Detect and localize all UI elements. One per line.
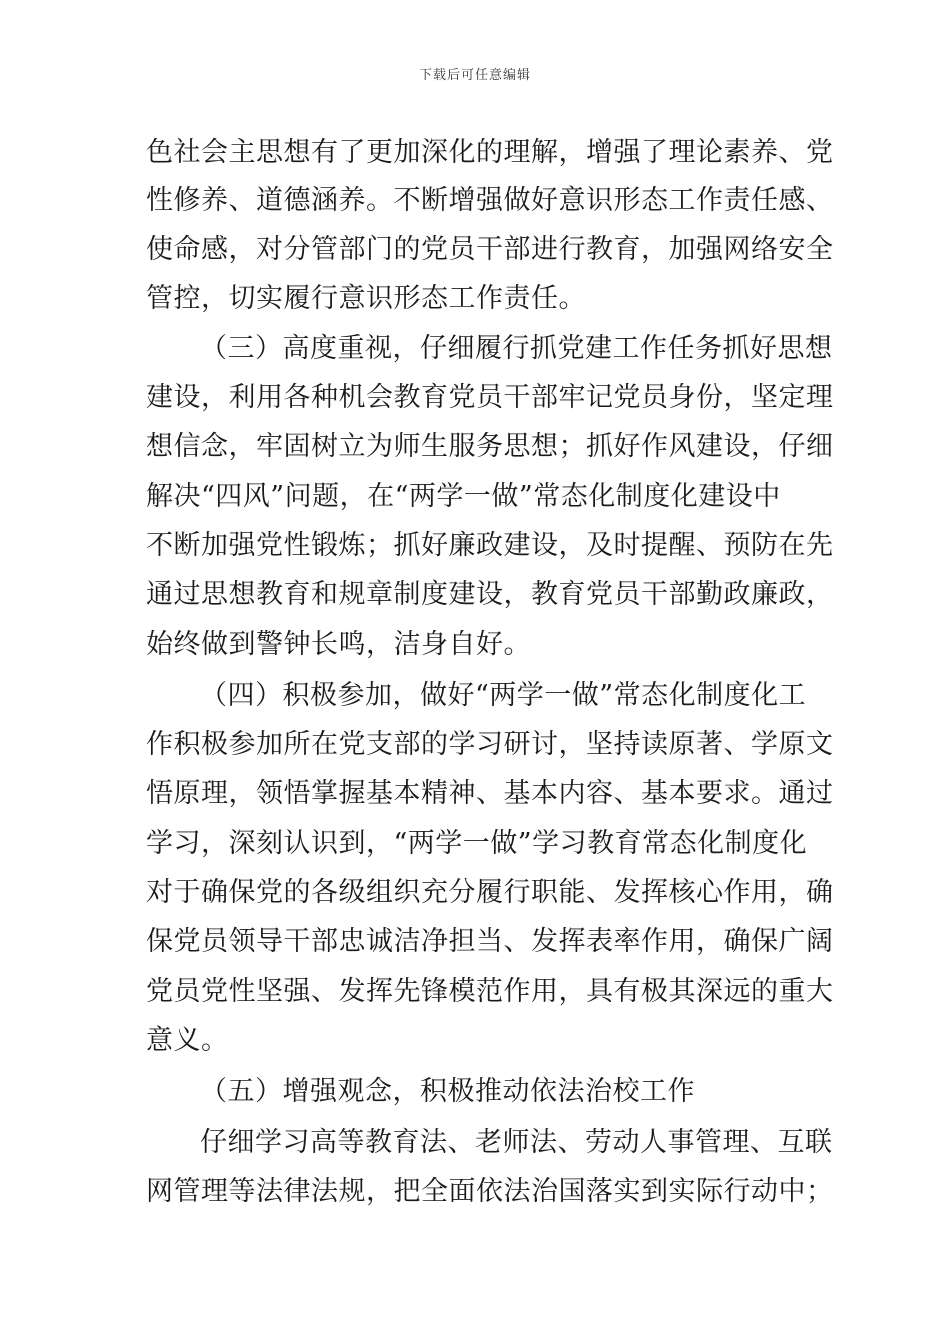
page-header: 下载后可任意编辑 [418,68,531,83]
paragraph-line: 性修养、道德涵养。不断增强做好意识形态工作责任感、 [146,185,834,216]
paragraph-line: 使命感，对分管部门的党员干部进行教育，加强网络安全 [146,234,834,265]
paragraph-line: 解决“四风”问题，在“两学一做”常态化制度化建设中 [146,481,781,512]
paragraph-line: 保党员领导干部忠诚洁净担当、发挥表率作用，确保广阔 [146,926,834,957]
section-heading: （五）增强观念，积极推动依法治校工作 [200,1076,695,1107]
paragraph-line: 学习，深刻认识到，“两学一做”学习教育常态化制度化 [146,828,808,859]
paragraph-line: 悟原理，领悟掌握基本精神、基本内容、基本要求。通过 [146,778,834,809]
paragraph-line: 对于确保党的各级组织充分履行职能、发挥核心作用，确 [146,877,834,908]
paragraph-line: 作积极参加所在党支部的学习研讨，坚持读原著、学原文 [146,729,834,760]
paragraph-line: 想信念，牢固树立为师生服务思想；抓好作风建设，仔细 [146,431,834,462]
paragraph-line: 不断加强党性锻炼；抓好廉政建设，及时提醒、预防在先 [146,530,834,561]
paragraph-line: 仔细学习高等教育法、老师法、劳动人事管理、互联 [200,1127,833,1158]
paragraph-line: 党员党性坚强、发挥先锋模范作用，具有极其深远的重大 [146,976,834,1007]
paragraph-line: 色社会主思想有了更加深化的理解，增强了理论素养、党 [146,137,834,168]
paragraph-line: 网管理等法律法规，把全面依法治国落实到实际行动中； [146,1176,834,1207]
paragraph-line: （三）高度重视，仔细履行抓党建工作任务抓好思想 [200,333,833,364]
paragraph-line: 意义。 [146,1025,229,1056]
paragraph-line: 通过思想教育和规章制度建设，教育党员干部勤政廉政， [146,579,834,610]
paragraph-line: （四）积极参加，做好“两学一做”常态化制度化工 [200,680,807,711]
paragraph-line: 始终做到警钟长鸣，洁身自好。 [146,629,531,660]
paragraph-line: 建设，利用各种机会教育党员干部牢记党员身份，坚定理 [146,382,834,413]
paragraph-line: 管控，切实履行意识形态工作责任。 [146,283,586,314]
